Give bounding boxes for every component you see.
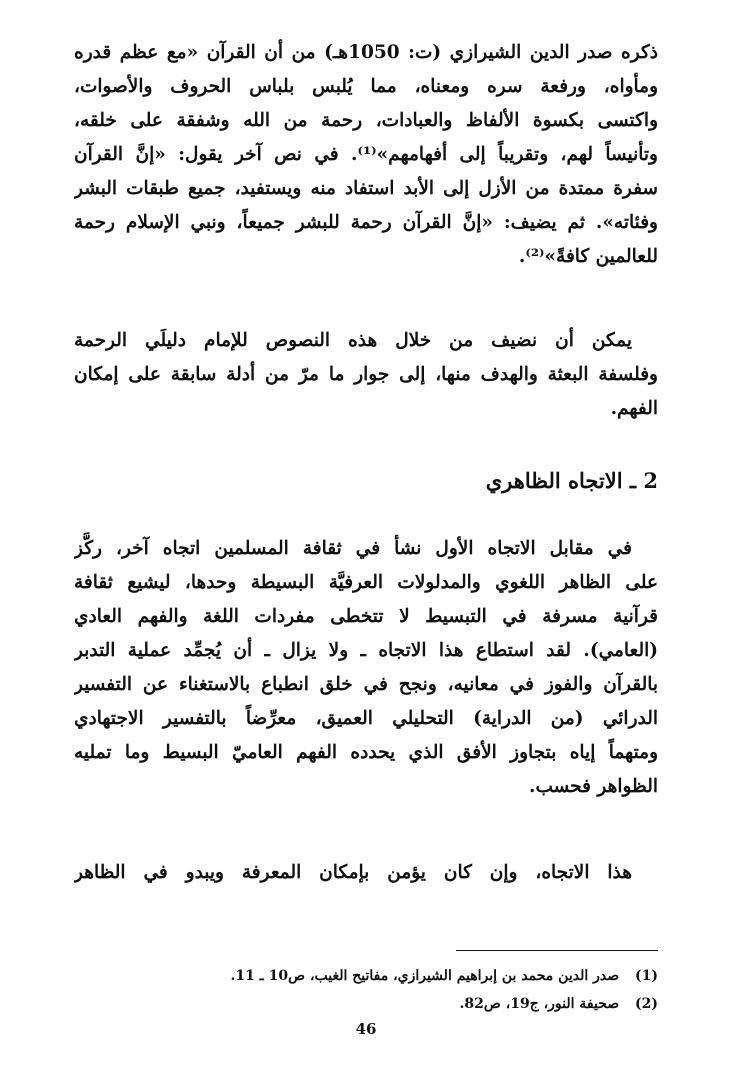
footnote-text: صدر الدين محمد بن إبراهيم الشيرازي، مفاتيح الغيب، ص10 ـ 11. — [230, 968, 620, 984]
text-line: الظواهر فحسب. — [529, 776, 658, 797]
footnote-text: صحيفة النور، ج19، ص82. — [459, 996, 620, 1012]
text-line: الدرائي (من الدراية) التحليلي العميق، معرِّضاً بالتفسير الاجتهادي — [74, 708, 658, 729]
text-line: وفلسفة البعثة والهدف منها، إلى جوار ما مرّ من أدلة سابقة على إمكان — [74, 364, 658, 385]
text-line: سفرة ممتدة من الأزل إلى الأبد استفاد منه ويستفيد، جميع طبقات البشر — [74, 178, 658, 199]
text-line: واكتسى بكسوة الألفاظ والعبادات، رحمة من الله وشفقة على خلقه، — [74, 110, 658, 131]
text-line: بالقرآن والفوز في معانيه، ونجح في خلق انطباع بالاستغناء عن التفسير — [74, 674, 658, 695]
text-line: الفهم. — [610, 398, 658, 419]
text-line: في مقابل الاتجاه الأول نشأ في ثقافة المسلمين اتجاه آخر، ركَّز — [74, 538, 632, 559]
text-line: ذكره صدر الدين الشيرازي (ت: 1050هـ) من أن القرآن «مع عظم قدره — [74, 42, 658, 63]
section-heading: 2 ـ الاتجاه الظاهري — [485, 468, 658, 493]
text-line: وتأنيساً لهم، وتقريباً إلى أفهامهم»⁽¹⁾. في نص آخر يقول: «إنَّ القرآن — [74, 144, 658, 165]
book-page — [74, 36, 658, 1056]
text-line: هذا الاتجاه، وإن كان يؤمن بإمكان المعرفة ويبدو في الظاهر — [74, 862, 632, 883]
paragraph-1 — [74, 36, 658, 274]
text-line: يمكن أن نضيف من خلال هذه النصوص للإمام دليلَي الرحمة — [74, 330, 632, 351]
paragraph-3 — [74, 532, 658, 804]
paragraph-2 — [74, 324, 658, 426]
page-number: 46 — [355, 1020, 377, 1038]
text-line: قرآنية مسرفة في التبسيط لا تتخطى مفردات اللغة والفهم العادي — [74, 606, 658, 627]
footnote-number: (1) — [635, 968, 658, 984]
text-line: وفئاته». ثم يضيف: «إنَّ القرآن رحمة للبشر جميعاً، ونبي الإسلام رحمة — [74, 212, 658, 233]
text-line: للعالمين كافةً»⁽²⁾. — [518, 246, 658, 267]
text-line: ومتهماً إياه بتجاوز الأفق الذي يحدده الفهم العاميّ البسيط وما تمليه — [74, 742, 658, 763]
footnote-number: (2) — [635, 996, 658, 1012]
paragraph-4 — [74, 856, 658, 890]
footnote-2 — [74, 990, 658, 1018]
footnote-divider — [456, 950, 658, 951]
text-line: (العامي). لقد استطاع هذا الاتجاه ـ ولا يزال ـ أن يُجمِّد عملية التدبر — [74, 640, 658, 661]
text-line: ومأواه، ورفعة سره ومعناه، مما يُلبس بلباس الحروف والأصوات، — [74, 76, 658, 97]
footnote-1 — [74, 962, 658, 990]
text-line: على الظاهر اللغوي والمدلولات العرفيَّة البسيطة وحدها، ليشيع ثقافة — [74, 572, 658, 593]
footnotes — [74, 962, 658, 1018]
